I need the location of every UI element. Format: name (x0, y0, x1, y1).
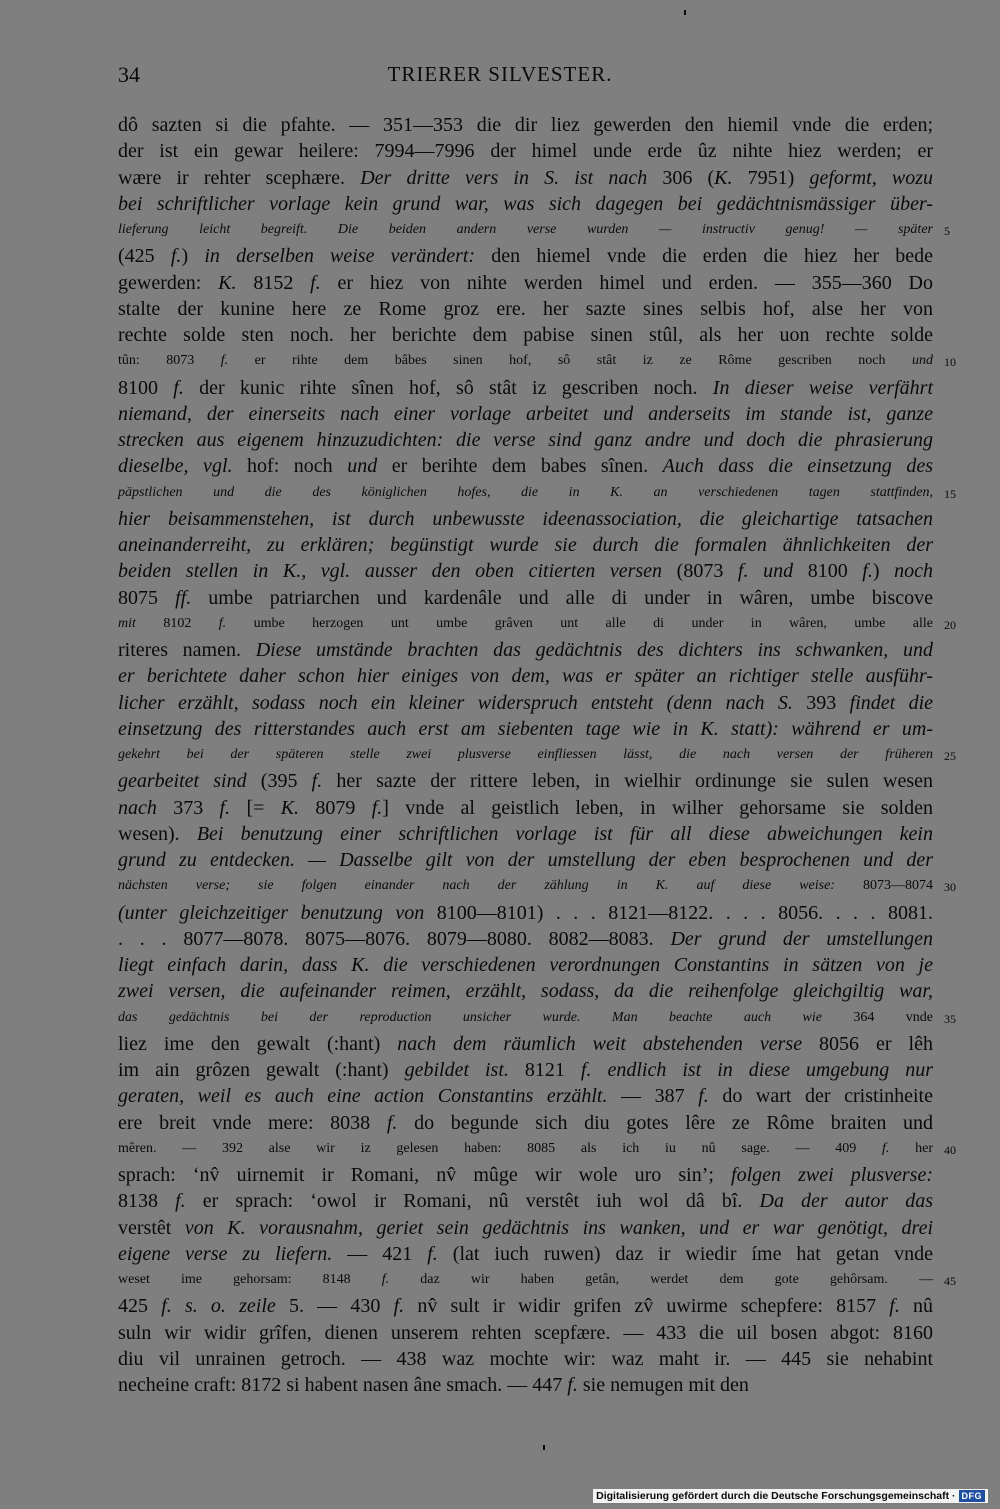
text-span: sie nemugen mit den (577, 1374, 749, 1396)
dfg-logo-icon: DFG (959, 1490, 986, 1502)
text-line (118, 1320, 933, 1346)
line-number: 35 (944, 1011, 956, 1026)
text-span: 8102 (135, 615, 219, 631)
italic-span: nach dem räumlich weit abstehenden verse (397, 1032, 803, 1055)
text-line (118, 532, 933, 558)
footer-credit: Digitalisierung gefördert durch die Deutsche Forschungsgemeinschaft · (596, 1490, 956, 1502)
text-line (118, 558, 933, 584)
text-span: 8138 (118, 1190, 176, 1213)
text-span: 393 (792, 691, 850, 714)
line-number: 40 (944, 1142, 956, 1157)
text-line (118, 506, 933, 532)
text-line (118, 453, 933, 479)
text-line (118, 1057, 933, 1083)
italic-span: endlich ist in diese umgebung nur (607, 1059, 933, 1081)
text-span: daz wir haben getân, werdet dem gote gehôrsam. — (389, 1272, 934, 1287)
italic-span: folgen zwei plusverse: (731, 1164, 933, 1186)
text-span: mêren. — 392 alse wir iz gelesen haben: 8085 als ich iu nû sage. — 409 (118, 1140, 882, 1156)
italic-span: gearbeitet sind (118, 770, 247, 793)
italic-span: f. (889, 1295, 900, 1318)
italic-span: päpstlichen und die des königlichen hofes, die in K. an verschiedenen tagen stattfinden, (118, 484, 933, 500)
italic-span: von K. vorausnahm, geriet sein gedächtnis ins wanken, und er war genötigt, drei (184, 1216, 934, 1239)
text-span: suln wir widir grîfen, dienen unserem rehten scepfære. — 433 die uil bosen abgot: 8160 (118, 1321, 933, 1344)
text-line (118, 348, 956, 374)
text-span: er hiez von nihte werden himel und erden. — 355—360 Do (320, 271, 934, 294)
italic-span: f. (311, 770, 323, 793)
italic-span: Auch dass die einsetzung des (662, 455, 933, 478)
scan-mark-top (684, 10, 686, 15)
text-span: rechte solde sten noch. her berichte dem pabise sinen stûl, als her uon rechte solde (118, 324, 933, 346)
text-span: umbe patriarchen und kardenâle und alle di under in wâren, umbe biscove (191, 586, 933, 609)
italic-span: in derselben weise verändert: (204, 245, 476, 268)
text-line (118, 952, 933, 978)
text-line (118, 165, 933, 191)
text-span: 7951) (732, 166, 810, 189)
text-span: sprach: ‘nv̂ uirnemit ir Romani, nv̂ mûge wir wole uro sin’; (118, 1164, 732, 1186)
italic-span: bei schriftlicher vorlage kein grund war, was sich dagegen bei gedächtnismässiger über- (118, 192, 933, 215)
italic-span: Der grund der umstellungen (670, 927, 934, 950)
text-line (118, 217, 950, 243)
text-span: 8152 (236, 271, 311, 294)
italic-span: licher erzählt, sodass noch ein kleiner widerspruch entsteht (denn nach S. (118, 691, 793, 714)
italic-span: Der dritte vers in S. ist nach (360, 166, 648, 189)
text-line (118, 1293, 933, 1319)
text-span: dô sazten si die pfahte. — 351—353 die dir liez gewerden den hiemil vnde die erden; (118, 114, 933, 136)
italic-span: K. (218, 271, 237, 294)
text-line (118, 1162, 933, 1188)
italic-span: mit (118, 615, 136, 631)
text-span: der kunic rihte sînen hof, sô stât iz gescriben noch. (183, 376, 713, 399)
text-line (118, 270, 933, 296)
text-line (118, 978, 933, 1004)
text-span: her sazte der rittere leben, in wielhir ordinunge sie sulen wesen (322, 770, 933, 793)
italic-span: f. (393, 1295, 405, 1318)
text-line (118, 637, 933, 663)
text-span: nv̂ sult ir widir grifen zv̂ uwirme schepfere: 8157 (404, 1295, 890, 1318)
text-span: riteres namen. (118, 639, 256, 661)
text-line (118, 1372, 933, 1398)
scan-mark-bottom (543, 1445, 545, 1450)
text-line (118, 1136, 956, 1162)
italic-span: f. (381, 1272, 390, 1287)
text-span: do begunde sich diu gotes lêre ze Rôme braiten und (397, 1111, 933, 1134)
text-span: 8121 (508, 1059, 581, 1081)
text-span: [= (230, 796, 281, 819)
text-span: 8079 (299, 796, 372, 819)
text-span: im ain grôzen gewalt (:hant) (118, 1059, 405, 1081)
text-line (118, 1083, 933, 1109)
italic-span: (unter gleichzeitiger benutzung von (118, 901, 425, 924)
italic-span: er berichtete daher schon hier einiges von dem, was er später an richtiger stelle ausführ- (118, 665, 933, 688)
text-span: umbe herzogen unt umbe grâven unt alle di under in wâren, umbe alle (226, 615, 934, 631)
line-number: 20 (944, 617, 956, 632)
text-line (118, 821, 933, 847)
text-line (118, 427, 933, 453)
italic-span: noch (894, 560, 934, 583)
line-number: 30 (944, 880, 956, 895)
italic-span: f. s. o. zeile (161, 1295, 276, 1318)
italic-span: das gedächtnis bei der reproduction unsicher wurde. Man beachte auch wie (118, 1009, 822, 1025)
italic-span: hier beisammenstehen, ist durch unbewusste ideenassociation, die gleichartige tatsachen (118, 507, 933, 530)
text-line (118, 742, 956, 768)
text-span: wesen). (118, 822, 197, 845)
text-span: weset ime gehorsam: 8148 (118, 1272, 382, 1287)
text-span: (425 (118, 245, 171, 268)
italic-span: Diese umstände brachten das gedächtnis des dichters ins schwanken, und (255, 639, 933, 661)
text-line (118, 1110, 933, 1136)
text-span: verstêt (118, 1216, 185, 1239)
italic-span: findet die (849, 691, 934, 714)
text-span: nû (899, 1295, 934, 1318)
text-span: 306 ( (647, 166, 715, 189)
text-span: 8100 (793, 560, 863, 583)
text-span: (8073 (662, 560, 738, 583)
text-line (118, 768, 933, 794)
italic-span: strecken aus eigenem hinzuzudichten: die verse sind ganz andre und doch die phrasierung (118, 429, 933, 451)
italic-span: K. (280, 796, 300, 819)
italic-span: f. (386, 1111, 398, 1134)
text-span: 373 (156, 796, 220, 819)
italic-span: f. (218, 615, 227, 631)
line-number: 15 (944, 486, 956, 501)
line-number: 45 (944, 1274, 956, 1288)
running-title: TRIERER SILVESTER. (387, 62, 613, 86)
text-span: . . . 8077—8078. 8075—8076. 8079—8080. 8082—8083. (118, 927, 671, 950)
italic-span: K. (714, 166, 733, 189)
text-span: 8100 (118, 376, 174, 399)
italic-span: gekehrt bei der späteren stelle zwei plusverse einfliessen lässt, die nach versen der früheren (118, 747, 933, 762)
text-span: 8056 er lêh (802, 1032, 933, 1055)
text-span: 425 (118, 1295, 162, 1318)
italic-span: Bei benutzung einer schriftlichen vorlage ist für all diese abweichungen kein (196, 822, 933, 845)
text-line (118, 795, 933, 821)
text-span (748, 560, 763, 582)
text-line (118, 585, 933, 611)
text-span (591, 1059, 607, 1081)
text-line (118, 296, 933, 322)
text-line (118, 663, 933, 689)
text-span: necheine craft: 8172 si habent nasen âne smach. — 447 (118, 1374, 568, 1396)
text-span: — 421 (332, 1242, 428, 1265)
text-line (118, 1346, 933, 1372)
italic-span: f. (371, 796, 383, 819)
text-line (118, 1215, 933, 1241)
text-line (118, 191, 933, 217)
italic-span: und (912, 353, 933, 369)
text-line (118, 926, 933, 952)
italic-span: liegt einfach darin, dass K. die verschiedenen verordnungen Constantins in sätzen von je (118, 954, 933, 976)
text-span: 5. — 430 (275, 1295, 394, 1318)
italic-span: Da der autor das (759, 1190, 933, 1213)
italic-span: lieferung leicht begreift. Die beiden andern verse wurden — instructiv genug! — später (118, 222, 933, 237)
page-number: 34 (118, 62, 140, 87)
italic-span: und (347, 455, 378, 478)
text-span: 8073—8074 (834, 878, 934, 894)
italic-span: f. (170, 245, 182, 268)
italic-span: dieselbe, vgl. (118, 455, 233, 478)
text-line (118, 112, 933, 138)
text-span: er rihte dem bâbes sinen hof, sô stât iz ze Rôme gescriben noch (228, 353, 912, 369)
italic-span: f. (737, 560, 749, 583)
italic-span: ff. (175, 586, 192, 609)
text-line (118, 401, 933, 427)
text-span: er sprach: ‘owol ir Romani, nû verstêt iuh wol dâ bî. (185, 1190, 760, 1213)
text-span: 8100—8101) . . . 8121—8122. . . . 8056. . . . 8081. (424, 901, 933, 924)
text-span: den hiemel vnde die erden die hiez her bede (475, 245, 933, 268)
italic-span: niemand, der einerseits nach einer vorlage arbeitet und anderseits im stande ist, ganze (118, 402, 933, 425)
italic-span: f. (175, 1190, 186, 1213)
text-span: 364 vnde (821, 1009, 933, 1025)
text-line (118, 1188, 933, 1214)
italic-span: f. (567, 1374, 578, 1396)
text-span: er berihte dem babes sînen. (377, 455, 663, 478)
italic-span: f. (173, 376, 184, 399)
text-line (118, 900, 933, 926)
italic-span: f. (862, 560, 873, 583)
italic-span: grund zu entdecken. — Dasselbe gilt von der umstellung der eben besprochenen und der (118, 849, 933, 871)
text-span: (395 (246, 770, 312, 793)
text-line (118, 847, 933, 873)
italic-span: eigene verse zu liefern. (118, 1242, 333, 1265)
text-line (118, 611, 956, 637)
text-line (118, 1267, 956, 1293)
line-number: 10 (944, 355, 956, 370)
text-line (118, 375, 933, 401)
text-span: der ist ein gewar heilere: 7994—7996 der himel unde erde ûz nihte hiez werden; er (118, 140, 933, 163)
text-line (118, 873, 956, 899)
text-span: gewerden: (118, 271, 219, 294)
text-span: (lat iuch ruwen) daz ir wiedir íme hat getan vnde (437, 1242, 933, 1265)
italic-span: zwei versen, die aufeinander reimen, erzählt, sodass, da die reihenfolge gleichgiltig war, (118, 980, 933, 1003)
text-line (118, 690, 933, 716)
text-line (118, 1005, 956, 1031)
text-span: tûn: 8073 (118, 353, 221, 369)
text-span: stalte der kunine here ze Rome groz ere. her sazte sines selbis hof, alse her von (118, 297, 933, 320)
text-span: wære ir rehter scephære. (118, 166, 361, 189)
text-span: do wart der cristinheite (708, 1085, 933, 1108)
italic-span: und (763, 560, 794, 583)
digitization-footer (593, 1489, 988, 1503)
text-line (118, 1031, 933, 1057)
italic-span: nächsten verse; sie folgen einander nach der zählung in K. auf diese weise: (118, 878, 835, 894)
text-line (118, 1241, 933, 1267)
text-line (118, 716, 933, 742)
italic-span: gebildet ist. (404, 1059, 509, 1081)
text-line (118, 480, 956, 506)
text-span: diu vil unrainen getroch. — 438 waz mochte wir: waz maht ir. — 445 sie nehabint (118, 1347, 933, 1370)
text-line (118, 138, 933, 164)
italic-span: f. (427, 1242, 438, 1265)
italic-span: einsetzung des ritterstandes auch erst am siebenten tage wie in K. statt): während er um- (118, 717, 933, 740)
text-line (118, 322, 933, 348)
italic-span: beiden stellen in K., vgl. ausser den oben citierten versen (118, 560, 663, 583)
italic-span: f. (580, 1059, 592, 1081)
body-text (118, 112, 956, 1398)
italic-span: nach (118, 796, 157, 819)
text-span: liez ime den gewalt (:hant) (118, 1032, 398, 1055)
line-number: 5 (944, 224, 950, 238)
text-span: ] vnde al geistlich leben, in wilher gehorsame sie solden (382, 796, 933, 819)
text-line (118, 243, 933, 269)
text-span: — 387 (607, 1085, 699, 1108)
italic-span: f. (698, 1085, 709, 1108)
italic-span: f. (881, 1140, 890, 1156)
italic-span: f. (219, 796, 231, 819)
text-span: ere breit vnde mere: 8038 (118, 1111, 387, 1134)
italic-span: In dieser weise verfährt (712, 376, 934, 399)
italic-span: geformt, wozu (809, 166, 933, 189)
text-span: her (889, 1140, 933, 1156)
text-span: hof: noch (232, 455, 348, 478)
italic-span: f. (220, 353, 229, 369)
italic-span: aneinanderreiht, zu erklären; begünstigt wurde sie durch die formalen ähnlichkeiten der (118, 534, 933, 556)
italic-span: f. (310, 271, 321, 294)
text-span: ) (181, 245, 205, 268)
line-number: 25 (944, 749, 956, 763)
italic-span: geraten, weil es auch eine action Constantins erzählt. (118, 1085, 608, 1108)
text-span: ) (872, 560, 895, 583)
text-span: 8075 (118, 586, 176, 609)
